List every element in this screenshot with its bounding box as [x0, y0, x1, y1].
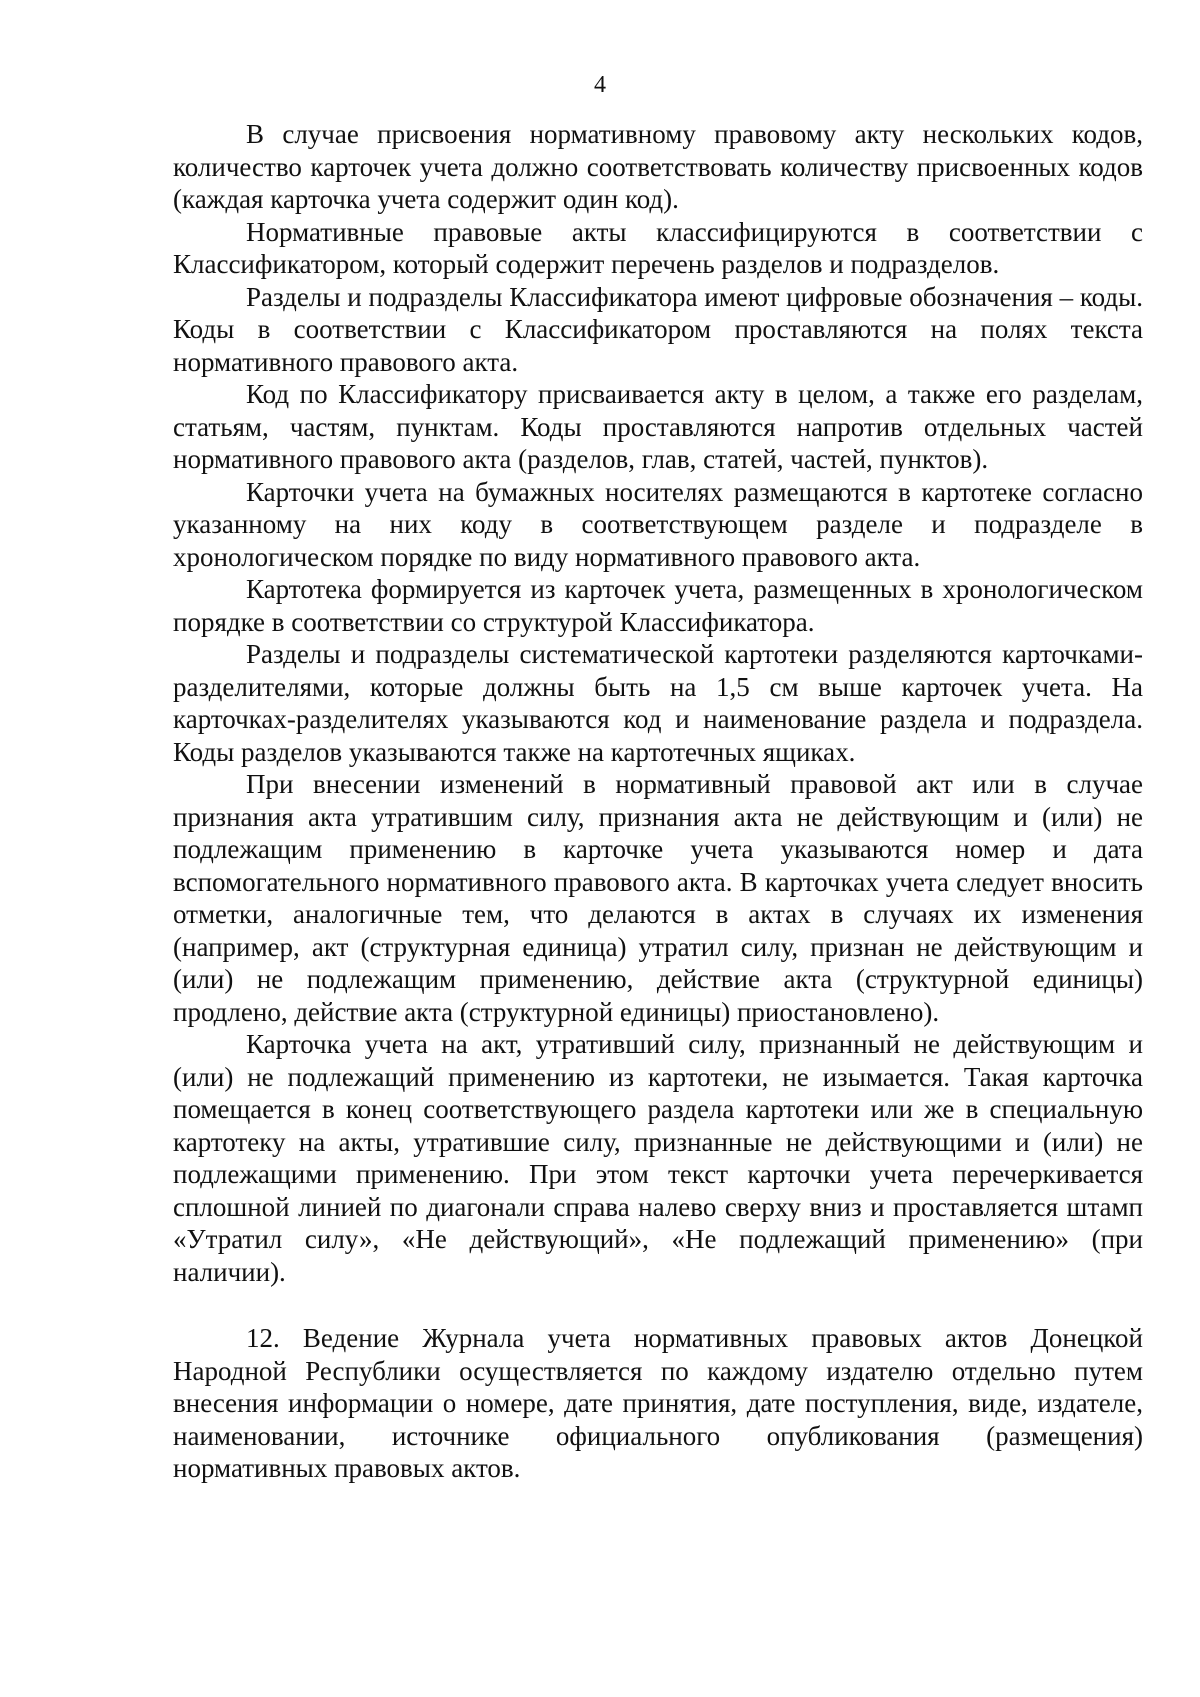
paragraph-section-12: 12. Ведение Журнала учета нормативных правовых актов Донецкой Народной Республики осуществляется по каждому издателю отдельно путем внесения информации о номере, дате принятия, дате поступления, виде, издателе, наименовании, источнике официального опубликования (размещения) нормативных правовых актов.: [173, 1323, 1143, 1483]
paragraph-amendments: При внесении изменений в нормативный правовой акт или в случае признания акта утратившим силу, признания акта не действующим и (или) не подлежащим применению в карточке учета указываются номер и дата вспомогательного нормативного правового акта. В карточках учета следует вносить отметки, аналогичные тем, что делаются в актах в случаях их изменения (например, акт (структурная единица) утратил силу, признан не действующим и (или) не подлежащим применению, действие акта (структурной единицы) продлено, действие акта (структурной единицы) приостановлено).: [173, 769, 1143, 1027]
page-number: 4: [594, 72, 606, 98]
paragraph-classification: Нормативные правовые акты классифицируются в соответствии с Классификатором, который содержит перечень разделов и подразделов.: [173, 216, 1143, 279]
paragraph-card-codes: В случае присвоения нормативному правовому акту нескольких кодов, количество карточек учета должно соответствовать количеству присвоенных кодов (каждая карточка учета содержит один код).: [173, 119, 1143, 214]
paragraph-repealed-acts: Карточка учета на акт, утративший силу, признанный не действующим и (или) не подлежащий применению из картотеки, не изымается. Такая карточка помещается в конец соответствующего раздела картотеки или же в специальную картотеку на акты, утратившие силу, признанные не действующими и (или) не подлежащими применению. При этом текст карточки учета перечеркивается сплошной линией по диагонали справа налево сверху вниз и проставляется штамп «Утратил силу», «Не действующий», «Не подлежащий применению» (при наличии).: [173, 1029, 1143, 1287]
paragraph-section-codes: Разделы и подразделы Классификатора имеют цифровые обозначения – коды. Коды в соответствии с Классификатором проставляются на полях текста нормативного правового акта.: [173, 281, 1143, 377]
paragraph-card-index: Картотека формируется из карточек учета, размещенных в хронологическом порядке в соответствии со структурой Классификатора.: [173, 574, 1143, 637]
paragraph-spacer: [173, 1288, 1143, 1322]
document-body: [173, 118, 1143, 1485]
paragraph-paper-cards: Карточки учета на бумажных носителях размещаются в картотеке согласно указанному на них коду в соответствующем разделе и подразделе в хронологическом порядке по виду нормативного правового акта.: [173, 476, 1143, 572]
paragraph-dividers: Разделы и подразделы систематической картотеки разделяются карточками-разделителями, которые должны быть на 1,5 см выше карточек учета. На карточках-разделителях указываются код и наименование раздела и подраздела. Коды разделов указываются также на картотечных ящиках.: [173, 639, 1143, 767]
paragraph-code-assignment: Код по Классификатору присваивается акту в целом, а также его разделам, статьям, частям, пунктам. Коды проставляются напротив отдельных частей нормативного правового акта (разделов, глав, статей, частей, пунктов).: [173, 379, 1143, 474]
